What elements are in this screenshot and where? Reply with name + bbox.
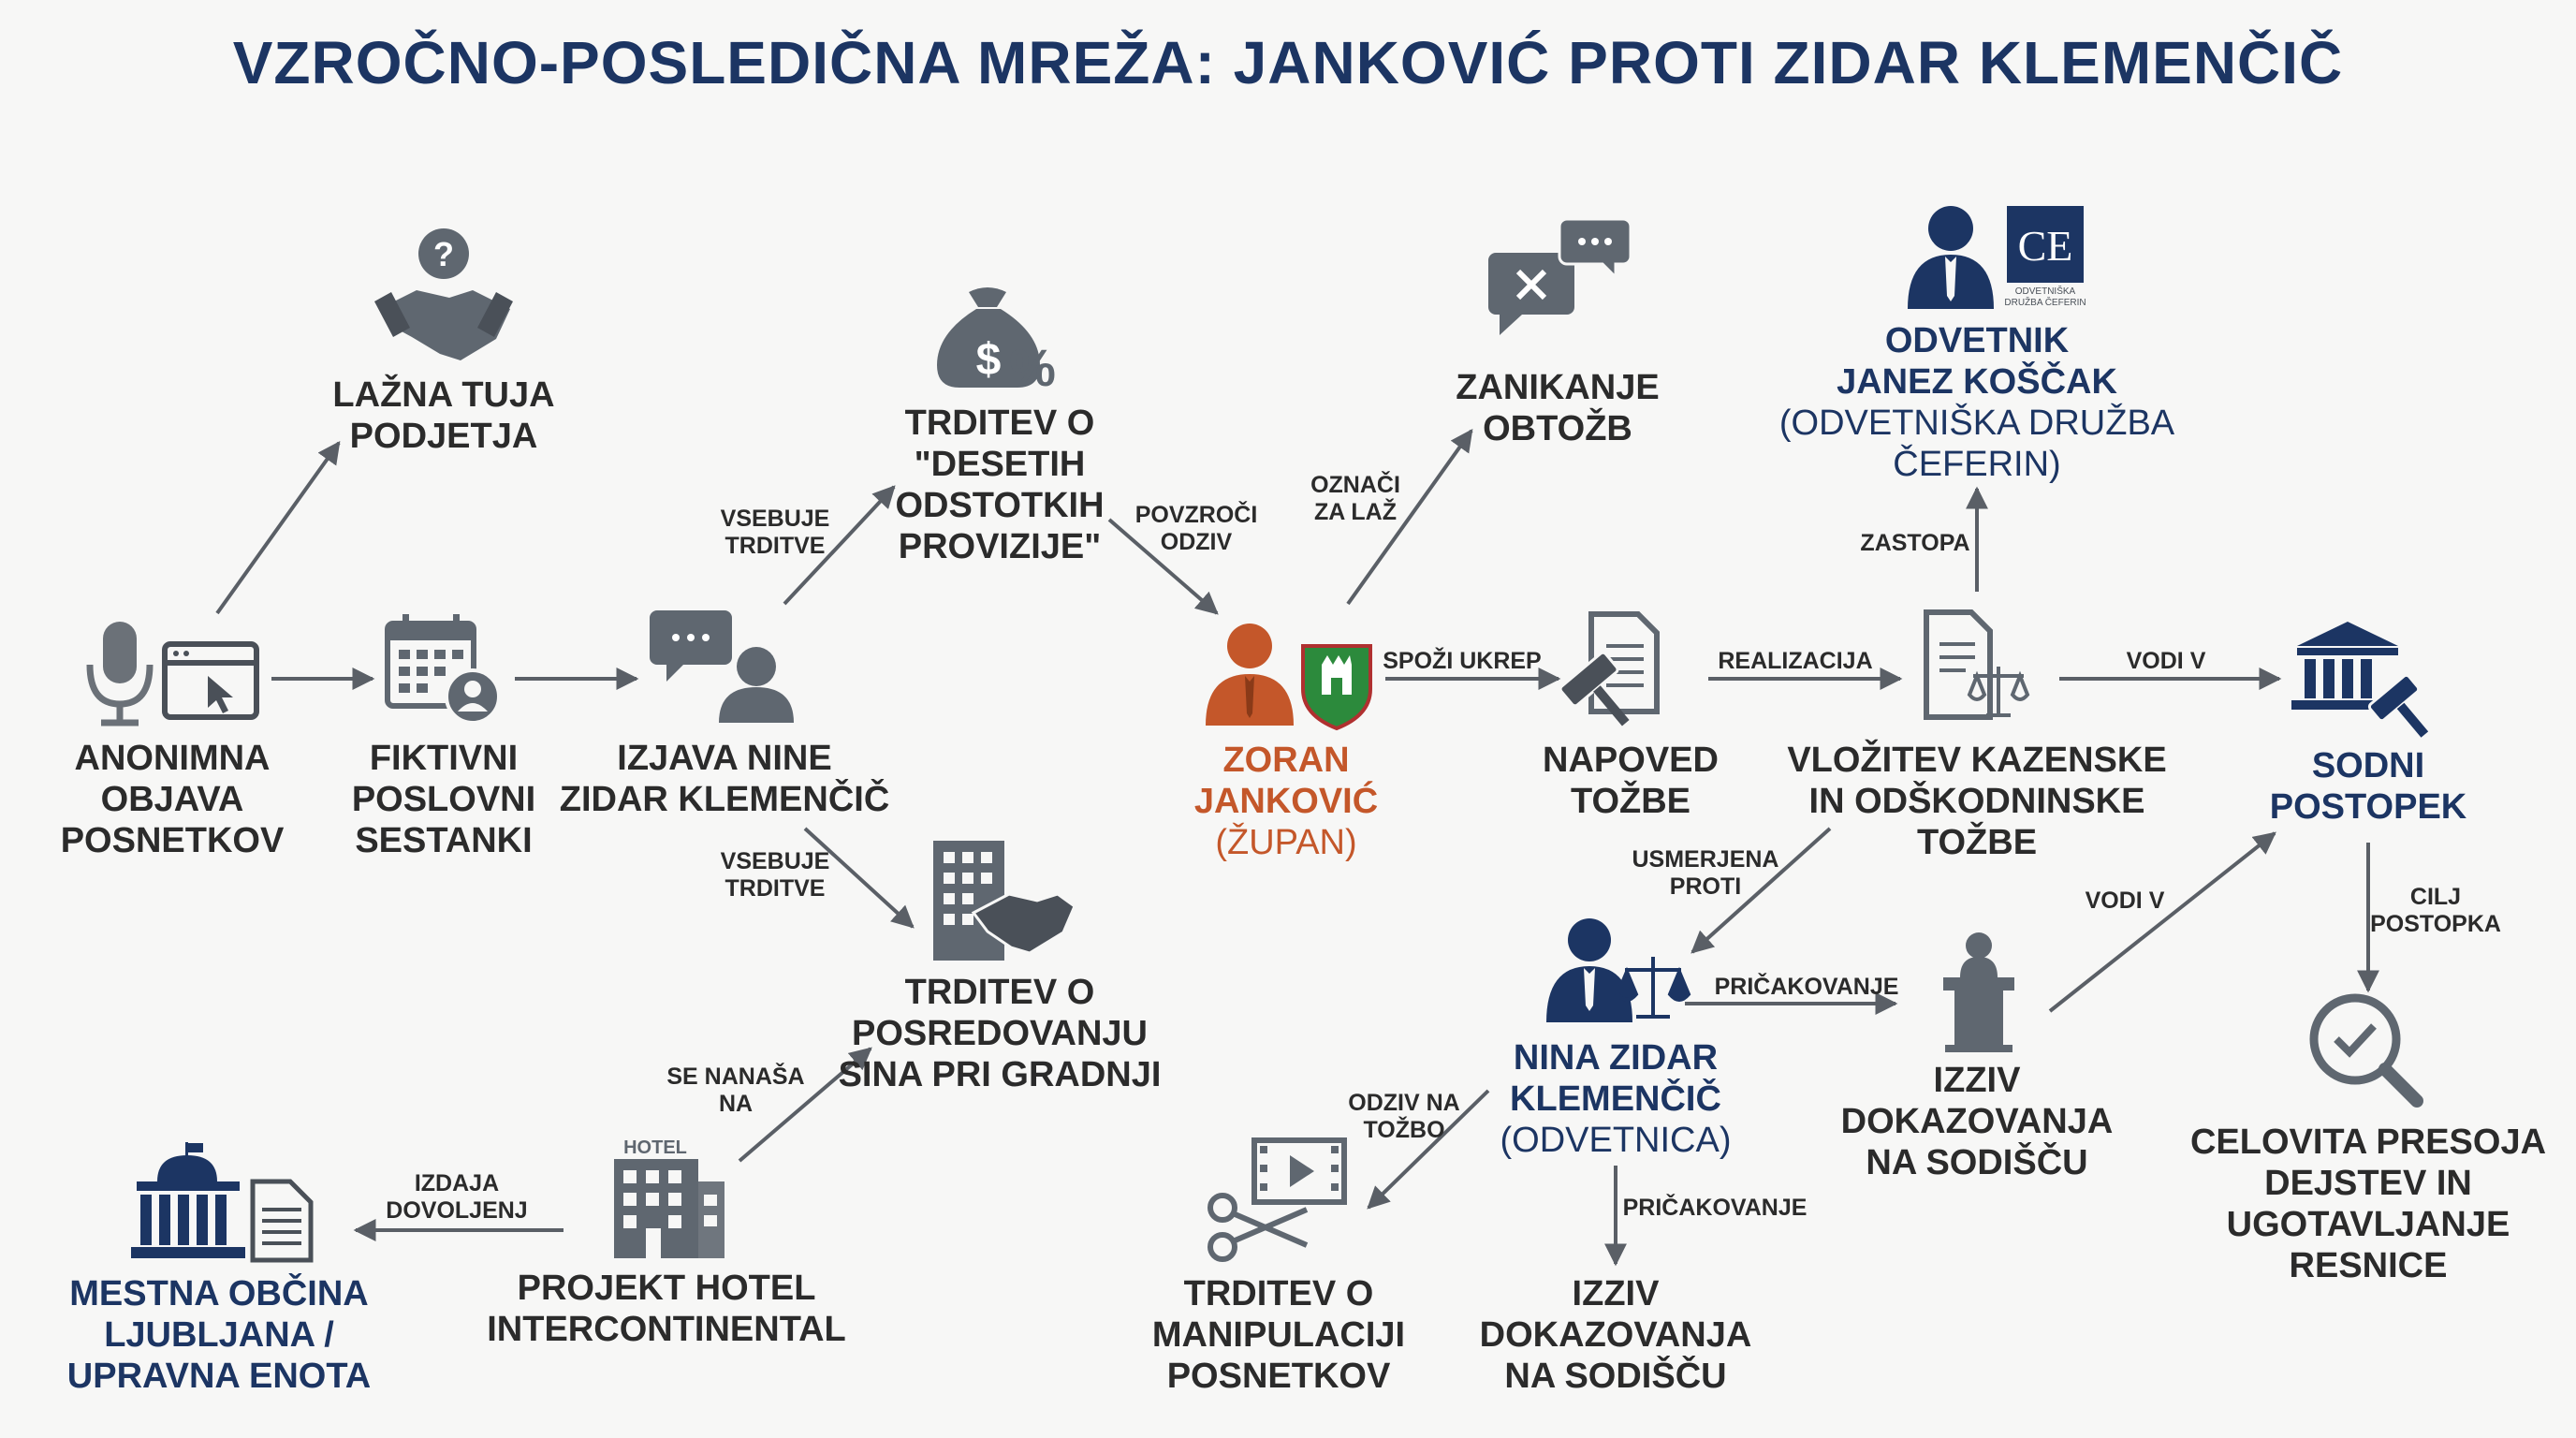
node-line: NA SODIŠČU [1866,1143,2088,1182]
edge-line: TRDITVE [724,875,826,902]
edge-line: VODI V [2085,888,2165,914]
edge-label-goal [2370,884,2501,938]
person-icon [1206,624,1294,726]
edge-label-directed-against [1632,846,1779,901]
node-line: CELOVITA PRESOJA [2189,1123,2547,1162]
node-lawyer-koscak [1779,320,2174,485]
node-line: ANONIMNA [74,739,271,778]
svg-text:?: ? [433,235,454,273]
node-court-proof-challenge-bottom [1480,1273,1752,1397]
edge-label-issues-permits [386,1170,527,1225]
edge-line: USMERJENA [1632,846,1779,873]
edge-line: VODI V [2126,648,2206,674]
edge-line: CILJ [2409,884,2462,910]
node-line: OBJAVA [100,780,244,819]
node-anonymous-publication [61,738,285,861]
svg-text:$: $ [975,335,1002,385]
node-line: SODNI [2311,746,2425,785]
node-line: SINA PRI GRADNJI [838,1055,1162,1094]
node-line: PROVIZIJE" [898,527,1102,566]
node-line: DOKAZOVANJA [1840,1102,2114,1141]
node-line: DEJSTEV IN [2264,1164,2472,1203]
edge-line: SE NANAŠA [666,1064,805,1090]
node-line: POSLOVNI [351,780,536,819]
edge-label-represents [1860,530,1969,557]
slovenian-coat-of-arms-icon [1303,646,1370,728]
node-line: JANEZ KOŠČAK [1837,362,2117,402]
chat-person-icon [650,610,794,723]
edge-line: PRIČAKOVANJE [1622,1195,1808,1221]
edge-line: TRDITVE [724,533,826,559]
edge-line: ZA LAŽ [1314,499,1397,525]
node-lawsuit-filing [1787,740,2166,863]
edge-line: DOVOLJENJ [386,1197,528,1224]
node-fictive-meetings [352,738,535,861]
edge-label-leads-to [2127,648,2206,675]
node-line: OBTOŽB [1483,409,1632,448]
node-line: ZANIKANJE [1456,368,1660,407]
edge-line: REALIZACIJA [1718,648,1873,674]
film-scissors-icon [1210,1140,1344,1259]
person-scales-icon [1546,918,1689,1022]
node-firm: ČEFERIN) [1893,445,2061,484]
calendar-person-icon [388,614,499,723]
node-line: ODVETNIK [1884,321,2070,360]
firm-caption-line-1: ODVETNIŠKA [2014,286,2076,297]
hotel-icon [614,1137,724,1258]
document-icon [253,1181,311,1260]
node-line: VLOŽITEV KAZENSKE [1787,741,2167,780]
hotel-sign-text: HOTEL [623,1137,687,1158]
law-firm-logo-icon [2004,206,2086,308]
node-line: NA SODIŠČU [1504,1357,1727,1396]
node-municipality [67,1273,371,1397]
edge-line: PRIČAKOVANJE [1714,974,1899,1000]
edge-line: ODZIV NA [1348,1090,1460,1116]
node-line: SESTANKI [355,821,533,860]
document-scales-icon [1926,612,2027,717]
node-line: NINA ZIDAR [1513,1038,1719,1078]
edge-label-realization [1718,648,1872,675]
money-bag-percent-icon [937,287,1056,397]
node-line: TOŽBE [1570,782,1691,821]
edge-line: IZDAJA [414,1170,500,1196]
edge-label-expectation [1715,974,1899,1001]
node-line: ZIDAR KLEMENČIČ [559,780,890,819]
magnifier-check-icon [2314,998,2417,1101]
node-line: UPRAVNA ENOTA [66,1357,372,1396]
edge-line: PROTI [1669,873,1742,900]
node-line: UGOTAVLJANJE [2226,1205,2510,1244]
edge-line: SPOŽI UKREP [1383,648,1542,674]
node-ten-percent-claim [895,403,1104,567]
node-manipulation-claim [1152,1273,1405,1397]
node-line: RESNICE [2289,1246,2448,1285]
node-line: LAŽNA TUJA [332,375,555,415]
node-role: (ŽUPAN) [1215,823,1357,862]
edge-label-leads-to-2 [2086,888,2165,915]
node-court-procedure [2270,745,2466,828]
edge-label-refers-to [666,1064,804,1118]
question-handshake-icon [374,228,513,360]
edge-line: TOŽBO [1363,1117,1445,1143]
node-line: POSTOPEK [2269,787,2467,827]
node-nina-zidar-klemencic [1500,1037,1732,1161]
node-line: TRDITEV O [904,404,1095,443]
edge-line: ZASTOPA [1860,530,1970,556]
lawyer-icon [1908,206,1994,309]
firm-caption-line-2: DRUŽBA ČEFERIN [2004,298,2086,308]
node-line: POSREDOVANJU [851,1014,1149,1053]
node-line: TRDITEV O [904,973,1095,1012]
node-line: "DESETIH [914,445,1086,484]
gavel-document-icon [1559,614,1657,741]
node-line: MESTNA OBČINA [69,1274,369,1313]
node-line: IZZIV [1933,1061,2021,1100]
node-denial [1456,367,1659,449]
edge-label-contains-claims [721,506,830,560]
node-line: IN ODŠKODNINSKE [1808,782,2145,821]
speech-bubbles-x-icon [1488,219,1631,335]
node-line: NAPOVED [1543,741,1719,780]
node-lawsuit-announcement [1543,740,1719,822]
edge-label-response-to-lawsuit [1348,1090,1459,1144]
edge-line: ODZIV [1160,529,1233,555]
node-court-proof-challenge [1841,1060,2114,1183]
firm-logo-text: CE [2017,222,2073,270]
node-line: POSNETKOV [1166,1357,1391,1396]
edge-line: NA [718,1091,754,1117]
edge-label-triggers-action [1383,648,1541,675]
node-line: TRDITEV O [1183,1274,1374,1313]
building-handshake-icon [933,841,1075,961]
node-line: POSNETKOV [60,821,285,860]
arrow-anon-to-fake [217,443,339,613]
edge-line: POSTOPKA [2370,911,2501,937]
node-mediation-claim [839,972,1162,1095]
node-line: PODJETJA [349,417,538,456]
node-statement [560,738,890,820]
node-line: PROJEKT HOTEL [517,1269,816,1308]
node-fake-foreign-companies [332,374,554,457]
node-line: IZZIV [1572,1274,1660,1313]
node-line: IZJAVA NINE [617,739,832,778]
city-hall-icon [131,1142,245,1258]
node-line: TOŽBE [1916,823,2038,862]
node-line: ODSTOTKIH [895,486,1105,525]
edge-line: VSEBUJE [720,848,830,874]
edge-label-expectation-2 [1623,1195,1808,1222]
node-line: INTERCONTINENTAL [487,1310,846,1349]
node-line: FIKTIVNI [369,739,519,778]
edge-line: VSEBUJE [720,506,830,532]
edge-label-causes-response [1135,502,1258,556]
svg-text:%: % [1009,338,1056,397]
node-role: (ODVETNICA) [1500,1121,1732,1160]
node-comprehensive-assessment [2190,1122,2546,1286]
diagram-title: VZROČNO-POSLEDIČNA MREŽA: JANKOVIĆ PROTI ZIDAR KLEMENČIČ [232,29,2344,96]
node-line: JANKOVIĆ [1193,782,1379,821]
node-jankovic [1194,740,1378,863]
courthouse-gavel-icon [2291,622,2444,751]
edge-label-contains-claims-2 [721,848,830,902]
browser-cursor-icon [165,644,256,717]
node-line: LJUBLJANA / [104,1315,334,1355]
node-firm: (ODVETNIŠKA DRUŽBA [1778,404,2175,443]
edge-line: OZNAČI [1310,472,1400,498]
node-line: KLEMENČIČ [1510,1079,1721,1119]
microphone-icon [90,622,150,723]
node-hotel-project [487,1268,846,1350]
node-line: ZORAN [1222,741,1350,780]
edge-line: POVZROČI [1134,502,1258,528]
podium-icon [1943,932,2014,1052]
edge-label-marks-as-lie [1310,472,1400,526]
node-line: DOKAZOVANJA [1479,1315,1752,1355]
node-line: MANIPULACIJI [1151,1315,1406,1355]
